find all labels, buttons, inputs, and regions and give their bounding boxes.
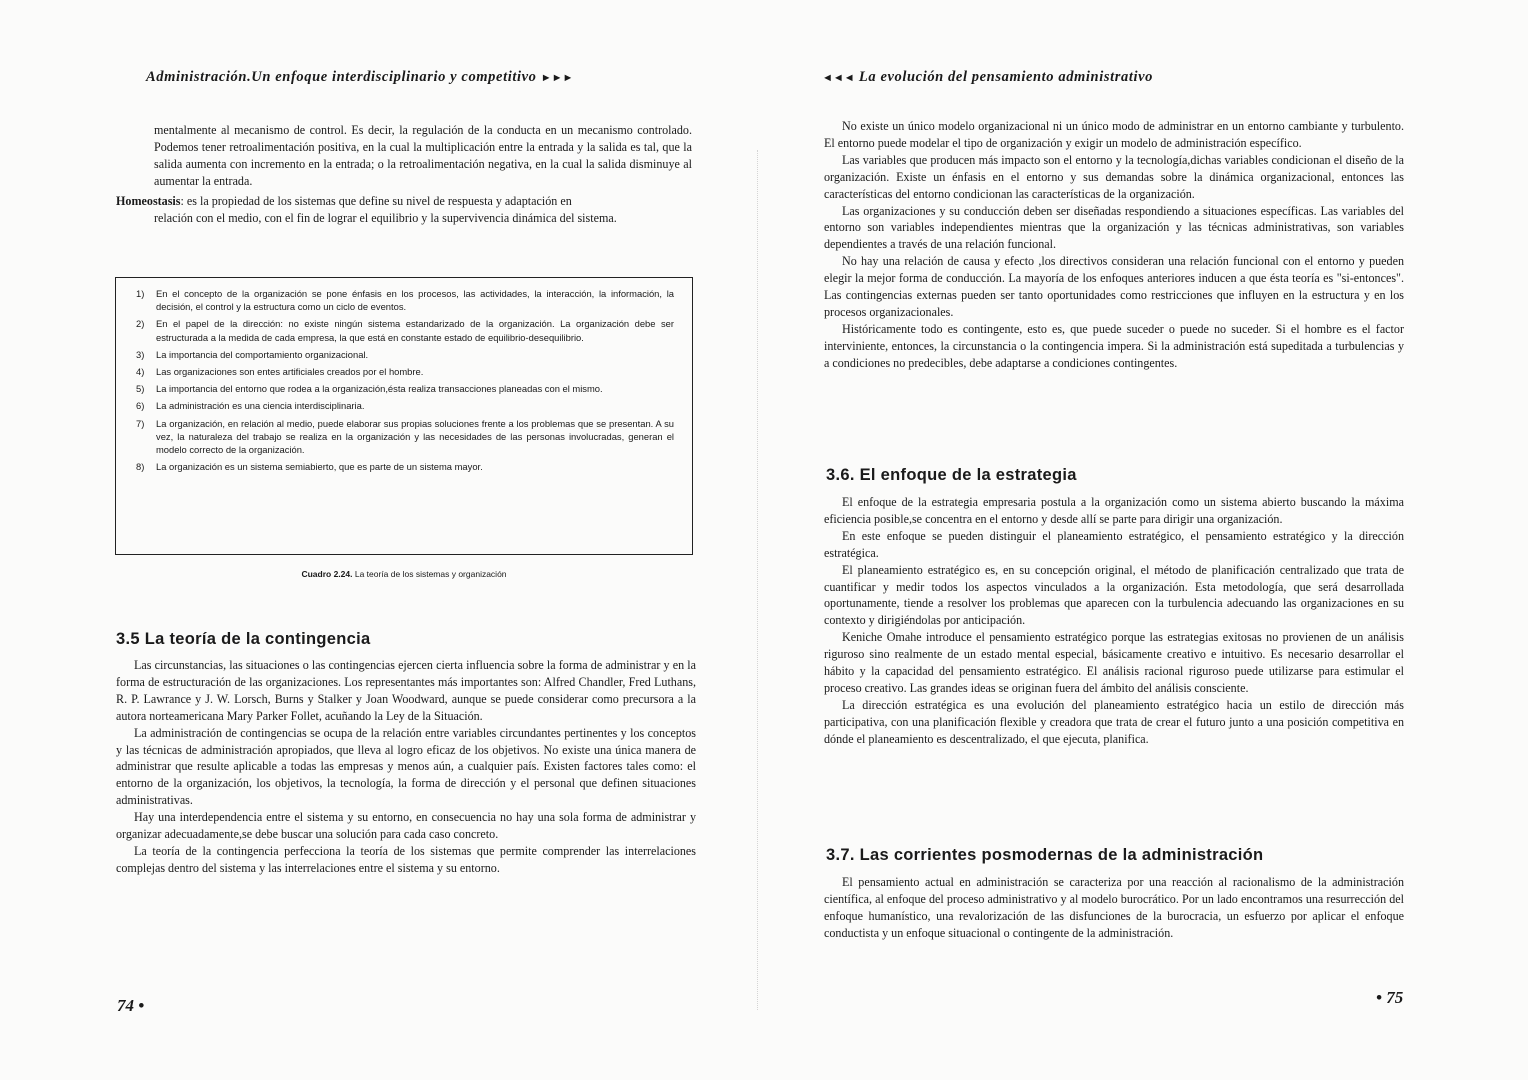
paragraph: No hay una relación de causa y efecto ,los directivos consideran una relación funcional con el entorno y pueden elegir la mejor forma de conducción. La mayoría de los enfoques anteriores inducen a que ésta teoría es "si-entonces". Las contingencias externas pueden ser tanto oportunidades como restricciones que influyen en la estructura y en los procesos organizacionales. <box>824 254 1404 319</box>
feedback-paragraph <box>154 122 692 190</box>
box-item-number: 6) <box>136 400 145 412</box>
paragraph: El enfoque de la estrategia empresaria postula a la organización como un sistema abierto buscando la máxima eficiencia posible,se concentra en el entorno y desde allí se parte para dirigir una organización. <box>824 495 1404 526</box>
section-3-6-heading: 3.6. El enfoque de la estrategia <box>826 466 1077 484</box>
paragraph: Las organizaciones y su conducción deben ser diseñadas respondiendo a situaciones específicas. Las variables del entorno son variables independientes mientras que la organización y las técnicas administrativas, son variables dependientes a través de una relación funcional. <box>824 203 1404 252</box>
box-item-number: 2) <box>136 318 145 330</box>
box-item <box>136 317 674 343</box>
paragraph: La administración de contingencias se ocupa de la relación entre variables circundantes pertinentes y los conceptos y las técnicas de administración apropiados, que lleva al logro eficaz de los objetivos. No existe una única manera de administrar que resulte aplicable a todas las empresas y menos aún, a cualquier país. Existen factores tales como: el entorno de la organización, los objetivos, la tecnología, la forma de dirección y el personal que definen situaciones administrativas. <box>116 725 696 808</box>
paragraph: La dirección estratégica es una evolución del planeamiento estratégico hacia un estilo de dirección más participativa, con una planificación flexible y creadora que trata de crear el futuro junto a una posición competitiva en dónde el planeamiento es descentralizado, el que ejecuta, planifica. <box>824 697 1404 746</box>
box-item-number: 7) <box>136 417 145 429</box>
paragraph: Hay una interdependencia entre el sistema y su entorno, en consecuencia no hay una sola forma de administrar y organizar adecuadamente,se debe buscar una solución para cada caso concreto. <box>116 810 696 842</box>
box-item-text: La organización, en relación al medio, puede elaborar sus propias soluciones frente a los problemas que se presentan. A su vez, la naturaleza del trabajo se realiza en la organización y las necesidades de las personas involucradas, generan el modelo correcto de la organización. <box>156 417 674 456</box>
paragraph: El planeamiento estratégico es, en su concepción original, el método de planificación centralizado que trata de cuantificar y medir todos los aspectos vinculados a la organización. Esta metodología, que será desarrollada oportunamente, tiende a resolver los problemas que aparecen con la turbulencia adecuando las organizaciones en su contexto y dirigiéndolas por anticipación. <box>824 562 1404 628</box>
caption-label: Cuadro 2.24. <box>301 569 353 579</box>
right-page <box>764 0 1528 1080</box>
box-item-number: 3) <box>136 348 145 360</box>
box-item <box>136 417 674 457</box>
box-item <box>136 399 674 412</box>
arrows-right-icon: ►►► <box>540 72 574 84</box>
section-3-7-heading: 3.7. Las corrientes posmodernas de la administración <box>826 846 1264 864</box>
box-item-number: 5) <box>136 383 145 395</box>
homeostasis-definition <box>116 193 692 210</box>
right-running-head <box>822 69 1153 86</box>
box-item-text: En el papel de la dirección: no existe ningún sistema estandarizado de la organización. La organización debe ser estructurada a la medida de cada empresa, la que está en constante estado de equilibrio-desequilibrio. <box>156 318 674 343</box>
section-3-7-body <box>824 874 1404 942</box>
intro-paragraph: mentalmente al mecanismo de control. Es decir, la regulación de la conducta en un mecanismo controlado. Podemos tener retroalimentación positiva, en la cual la multiplicación entre la entrada y la salida es tal, que la salida aumenta con incremento en la entrada; o la retroalimentación negativa, en la cual la salida disminuye al aumentar la entrada. <box>154 123 692 188</box>
arrows-left-icon: ◄◄◄ <box>822 72 855 84</box>
paragraph: Keniche Omahe introduce el pensamiento estratégico porque las estrategias exitosas no provienen de un análisis riguroso sino realmente de un estado mental especial, básicamente creativo e intuitivo. Es necesario desarrollar el hábito y la capacidad del pensamiento estratégico. El análisis racional riguroso puede utilizarse para estimular el proceso creativo. Las grandes ideas se originan fuera del ámbito del análisis consciente. <box>824 630 1404 695</box>
paragraph: Las circunstancias, las situaciones o las contingencias ejercen cierta influencia sobre la forma de administrar y en la forma de estructuración de las organizaciones. Los representantes más importantes son: Alfred Chandler, Fred Luthans, R. P. Lawrance y J. W. Lorsch, Burns y Stalker y Joan Woodward, aunque se puede considerar como precursora a la autora norteamericana Mary Parker Follet, acuñando la Ley de la Situación. <box>116 658 696 723</box>
left-running-head <box>146 69 573 86</box>
right-running-head-title: La evolución del pensamiento administrativo <box>858 69 1153 85</box>
homeostasis-term: Homeostasis <box>116 194 181 208</box>
right-page-number: • 75 <box>1376 988 1404 1007</box>
section-3-5-heading: 3.5 La teoría de la contingencia <box>116 630 371 648</box>
paragraph: Históricamente todo es contingente, esto es, que puede suceder o puede no suceder. Si el hombre es el factor interviniente, entonces, la circunstancia o la contingencia impera. Si la administración está supeditada a turbulencias y a condiciones no predecibles, debe adaptarse a condiciones contingentes. <box>824 321 1404 370</box>
box-item <box>136 382 674 395</box>
paragraph: Las variables que producen más impacto son el entorno y la tecnología,dichas variables condicionan el diseño de la organización. Existe un énfasis en el entorno y sus demandas sobre la dinámica organizacional, entonces las características del entorno condicionan las características de la organización. <box>824 152 1404 201</box>
left-running-head-title: Administración.Un enfoque interdisciplinario y competitivo <box>146 69 537 85</box>
box-item-text: La organización es un sistema semiabierto, que es parte de un sistema mayor. <box>156 461 483 473</box>
homeostasis-lead: : es la propiedad de los sistemas que define su nivel de respuesta y adaptación en <box>180 194 572 208</box>
box-item <box>136 365 674 378</box>
paragraph: No existe un único modelo organizacional ni un único modo de administrar en un entorno cambiante y turbulento. El entorno puede modelar el tipo de organización y exigir un modelo de administración específico. <box>824 119 1404 150</box>
box-item-text: La administración es una ciencia interdisciplinaria. <box>156 400 365 412</box>
page-gutter <box>757 150 759 1010</box>
box-item-text: Las organizaciones son entes artificiales creados por el hombre. <box>156 366 424 378</box>
contingency-continued-body <box>824 118 1404 372</box>
left-page-number: 74 • <box>117 996 145 1015</box>
box-item <box>136 460 674 473</box>
box-caption <box>115 569 693 579</box>
systems-theory-list <box>116 278 692 473</box>
paragraph: La teoría de la contingencia perfecciona la teoría de los sistemas que permite comprender las interrelaciones complejas dentro del sistema y las interrelaciones entre el sistema y su entorno. <box>116 843 696 875</box>
box-item-number: 4) <box>136 366 145 378</box>
paragraph: El pensamiento actual en administración se caracteriza por una reacción al racionalismo de la administración científica, al enfoque del proceso administrativo y al modelo burocrático. Por un lado encontramos una resurrección del enfoque humanístico, una revalorización de las disfunciones de la burocracia, un esfuerzo por aplicar el enfoque conductista y un enfoque situacional o contingente de la administración. <box>824 875 1404 940</box>
section-3-6-body <box>824 494 1404 748</box>
box-item <box>136 287 674 313</box>
box-item-number: 1) <box>136 288 145 299</box>
box-item-text: La importancia del comportamiento organizacional. <box>156 348 369 360</box>
box-item <box>136 348 674 361</box>
homeostasis-rest: relación con el medio, con el fin de lograr el equilibrio y la supervivencia dinámica del sistema. <box>154 211 617 225</box>
caption-text: La teoría de los sistemas y organización <box>354 569 507 579</box>
section-3-5-body <box>116 657 696 877</box>
box-item-text: En el concepto de la organización se pone énfasis en los procesos, las actividades, la interacción, la información, la decisión, el control y la estructura como un ciclo de eventos. <box>156 288 674 313</box>
paragraph: En este enfoque se pueden distinguir el planeamiento estratégico, el pensamiento estratégico y la dirección estratégica. <box>824 528 1404 560</box>
box-item-text: La importancia del entorno que rodea a la organización,ésta realiza transacciones planeadas con el mismo. <box>156 383 603 395</box>
systems-theory-box <box>115 277 693 555</box>
box-item-number: 8) <box>136 461 145 473</box>
